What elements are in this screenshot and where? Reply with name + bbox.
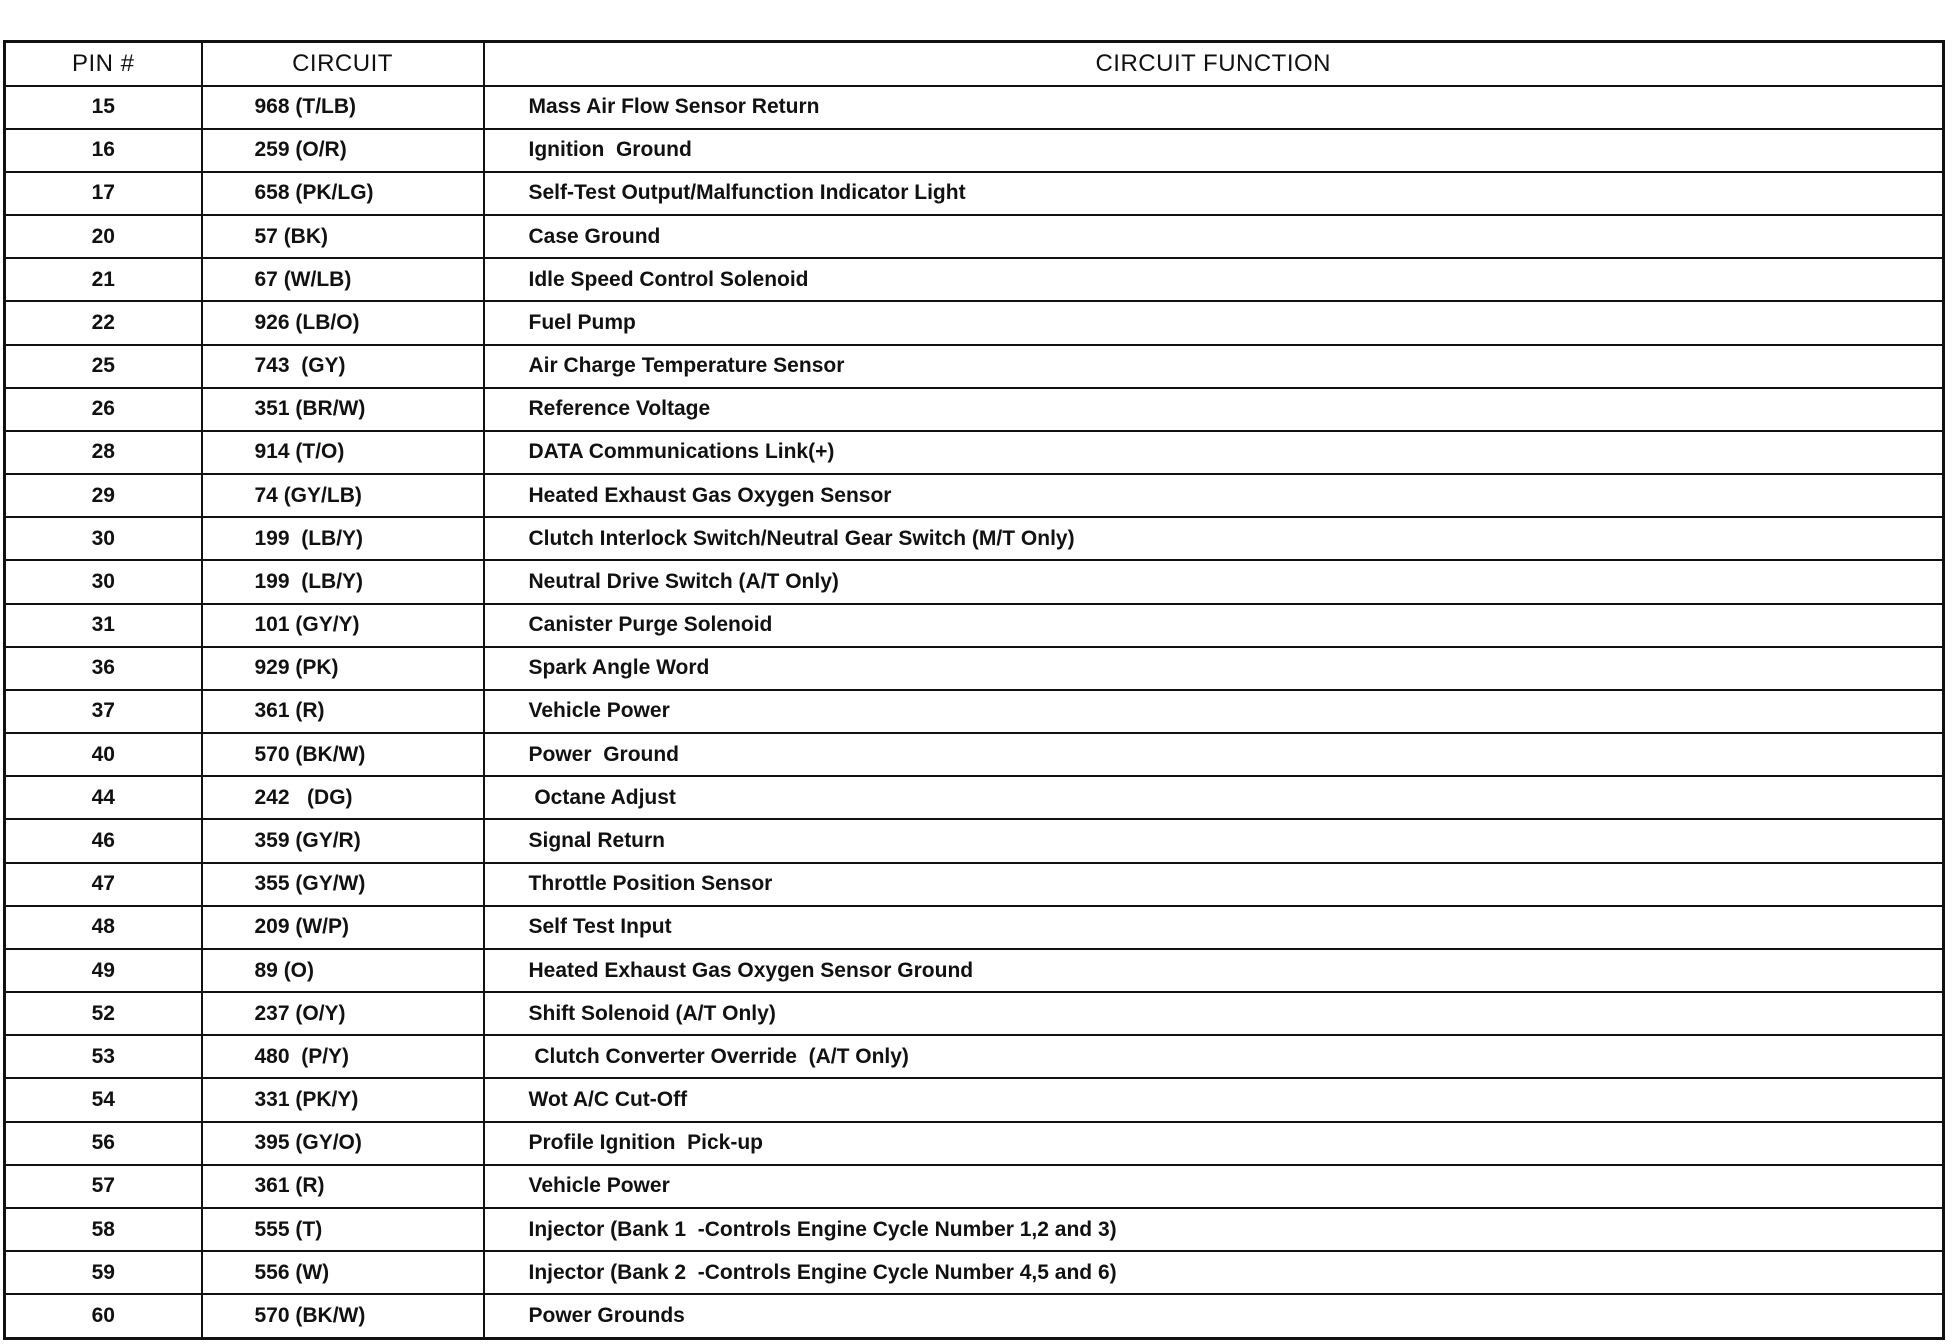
table-row xyxy=(5,1122,1944,1165)
circuit-function-cell: Self-Test Output/Malfunction Indicator Light xyxy=(484,172,1944,215)
circuit-cell: 359 (GY/R) xyxy=(202,819,484,862)
pin-table-container xyxy=(3,40,1945,1340)
circuit-function-cell: Signal Return xyxy=(484,819,1944,862)
pin-cell: 57 xyxy=(5,1165,202,1208)
pin-cell: 36 xyxy=(5,647,202,690)
pin-cell: 44 xyxy=(5,776,202,819)
circuit-function-cell: Heated Exhaust Gas Oxygen Sensor Ground xyxy=(484,949,1944,992)
circuit-cell: 480 (P/Y) xyxy=(202,1035,484,1078)
pin-cell: 48 xyxy=(5,906,202,949)
table-row xyxy=(5,949,1944,992)
circuit-cell: 395 (GY/O) xyxy=(202,1122,484,1165)
table-body xyxy=(5,86,1944,1339)
circuit-function-cell: Profile Ignition Pick-up xyxy=(484,1122,1944,1165)
circuit-cell: 74 (GY/LB) xyxy=(202,474,484,517)
table-row xyxy=(5,215,1944,258)
table-row xyxy=(5,1208,1944,1251)
circuit-function-cell: Mass Air Flow Sensor Return xyxy=(484,86,1944,129)
circuit-function-cell: DATA Communications Link(+) xyxy=(484,431,1944,474)
pin-cell: 28 xyxy=(5,431,202,474)
table-row xyxy=(5,733,1944,776)
pin-cell: 37 xyxy=(5,690,202,733)
circuit-function-cell: Case Ground xyxy=(484,215,1944,258)
circuit-function-cell: Heated Exhaust Gas Oxygen Sensor xyxy=(484,474,1944,517)
pin-cell: 40 xyxy=(5,733,202,776)
circuit-function-cell: Fuel Pump xyxy=(484,301,1944,344)
circuit-cell: 259 (O/R) xyxy=(202,129,484,172)
circuit-function-cell: Wot A/C Cut-Off xyxy=(484,1078,1944,1121)
circuit-cell: 209 (W/P) xyxy=(202,906,484,949)
pin-cell: 59 xyxy=(5,1251,202,1294)
circuit-cell: 355 (GY/W) xyxy=(202,863,484,906)
table-row xyxy=(5,431,1944,474)
pin-cell: 60 xyxy=(5,1294,202,1338)
pin-cell: 17 xyxy=(5,172,202,215)
table-row xyxy=(5,517,1944,560)
table-row xyxy=(5,86,1944,129)
table-row xyxy=(5,345,1944,388)
header-circuit: CIRCUIT xyxy=(202,42,484,86)
circuit-cell: 101 (GY/Y) xyxy=(202,604,484,647)
circuit-function-cell: Air Charge Temperature Sensor xyxy=(484,345,1944,388)
pin-cell: 49 xyxy=(5,949,202,992)
circuit-cell: 929 (PK) xyxy=(202,647,484,690)
circuit-function-cell: Vehicle Power xyxy=(484,690,1944,733)
circuit-cell: 555 (T) xyxy=(202,1208,484,1251)
pin-cell: 54 xyxy=(5,1078,202,1121)
circuit-cell: 199 (LB/Y) xyxy=(202,517,484,560)
table-row xyxy=(5,647,1944,690)
circuit-function-cell: Neutral Drive Switch (A/T Only) xyxy=(484,560,1944,603)
circuit-function-cell: Clutch Interlock Switch/Neutral Gear Switch (M/T Only) xyxy=(484,517,1944,560)
table-row xyxy=(5,1035,1944,1078)
pin-cell: 22 xyxy=(5,301,202,344)
circuit-function-cell: Clutch Converter Override (A/T Only) xyxy=(484,1035,1944,1078)
circuit-function-cell: Idle Speed Control Solenoid xyxy=(484,258,1944,301)
table-row xyxy=(5,258,1944,301)
header-circuit-function: CIRCUIT FUNCTION xyxy=(484,42,1944,86)
table-row xyxy=(5,474,1944,517)
pin-cell: 16 xyxy=(5,129,202,172)
circuit-function-cell: Ignition Ground xyxy=(484,129,1944,172)
table-row xyxy=(5,776,1944,819)
table-row xyxy=(5,906,1944,949)
circuit-cell: 556 (W) xyxy=(202,1251,484,1294)
table-row xyxy=(5,388,1944,431)
circuit-cell: 361 (R) xyxy=(202,1165,484,1208)
table-header xyxy=(5,42,1944,86)
circuit-cell: 570 (BK/W) xyxy=(202,733,484,776)
circuit-cell: 926 (LB/O) xyxy=(202,301,484,344)
circuit-function-cell: Injector (Bank 1 -Controls Engine Cycle Number 1,2 and 3) xyxy=(484,1208,1944,1251)
pin-cell: 30 xyxy=(5,560,202,603)
table-row xyxy=(5,992,1944,1035)
table-row xyxy=(5,690,1944,733)
circuit-function-cell: Vehicle Power xyxy=(484,1165,1944,1208)
circuit-function-cell: Self Test Input xyxy=(484,906,1944,949)
pin-cell: 52 xyxy=(5,992,202,1035)
pin-cell: 56 xyxy=(5,1122,202,1165)
circuit-cell: 199 (LB/Y) xyxy=(202,560,484,603)
table-row xyxy=(5,1251,1944,1294)
circuit-function-cell: Canister Purge Solenoid xyxy=(484,604,1944,647)
circuit-cell: 242 (DG) xyxy=(202,776,484,819)
circuit-function-cell: Spark Angle Word xyxy=(484,647,1944,690)
pin-cell: 25 xyxy=(5,345,202,388)
circuit-function-cell: Reference Voltage xyxy=(484,388,1944,431)
circuit-cell: 743 (GY) xyxy=(202,345,484,388)
pin-cell: 30 xyxy=(5,517,202,560)
table-row xyxy=(5,172,1944,215)
table-row xyxy=(5,1078,1944,1121)
pin-cell: 53 xyxy=(5,1035,202,1078)
pin-cell: 15 xyxy=(5,86,202,129)
pin-cell: 26 xyxy=(5,388,202,431)
table-row xyxy=(5,1294,1944,1338)
pin-cell: 20 xyxy=(5,215,202,258)
table-row xyxy=(5,560,1944,603)
table-row xyxy=(5,129,1944,172)
circuit-cell: 914 (T/O) xyxy=(202,431,484,474)
circuit-function-cell: Power Ground xyxy=(484,733,1944,776)
circuit-function-cell: Injector (Bank 2 -Controls Engine Cycle Number 4,5 and 6) xyxy=(484,1251,1944,1294)
pin-cell: 21 xyxy=(5,258,202,301)
circuit-cell: 237 (O/Y) xyxy=(202,992,484,1035)
pin-cell: 46 xyxy=(5,819,202,862)
header-row xyxy=(5,42,1944,86)
circuit-cell: 89 (O) xyxy=(202,949,484,992)
circuit-cell: 67 (W/LB) xyxy=(202,258,484,301)
circuit-cell: 968 (T/LB) xyxy=(202,86,484,129)
pin-cell: 29 xyxy=(5,474,202,517)
table-row xyxy=(5,863,1944,906)
circuit-function-cell: Shift Solenoid (A/T Only) xyxy=(484,992,1944,1035)
circuit-cell: 331 (PK/Y) xyxy=(202,1078,484,1121)
circuit-cell: 658 (PK/LG) xyxy=(202,172,484,215)
pin-cell: 47 xyxy=(5,863,202,906)
circuit-cell: 570 (BK/W) xyxy=(202,1294,484,1338)
pin-circuit-table xyxy=(3,40,1945,1340)
table-row xyxy=(5,301,1944,344)
pin-cell: 58 xyxy=(5,1208,202,1251)
circuit-cell: 361 (R) xyxy=(202,690,484,733)
table-row xyxy=(5,604,1944,647)
pin-cell: 31 xyxy=(5,604,202,647)
table-row xyxy=(5,819,1944,862)
circuit-function-cell: Throttle Position Sensor xyxy=(484,863,1944,906)
table-row xyxy=(5,1165,1944,1208)
circuit-cell: 57 (BK) xyxy=(202,215,484,258)
circuit-function-cell: Power Grounds xyxy=(484,1294,1944,1338)
header-pin: PIN # xyxy=(5,42,202,86)
circuit-cell: 351 (BR/W) xyxy=(202,388,484,431)
circuit-function-cell: Octane Adjust xyxy=(484,776,1944,819)
